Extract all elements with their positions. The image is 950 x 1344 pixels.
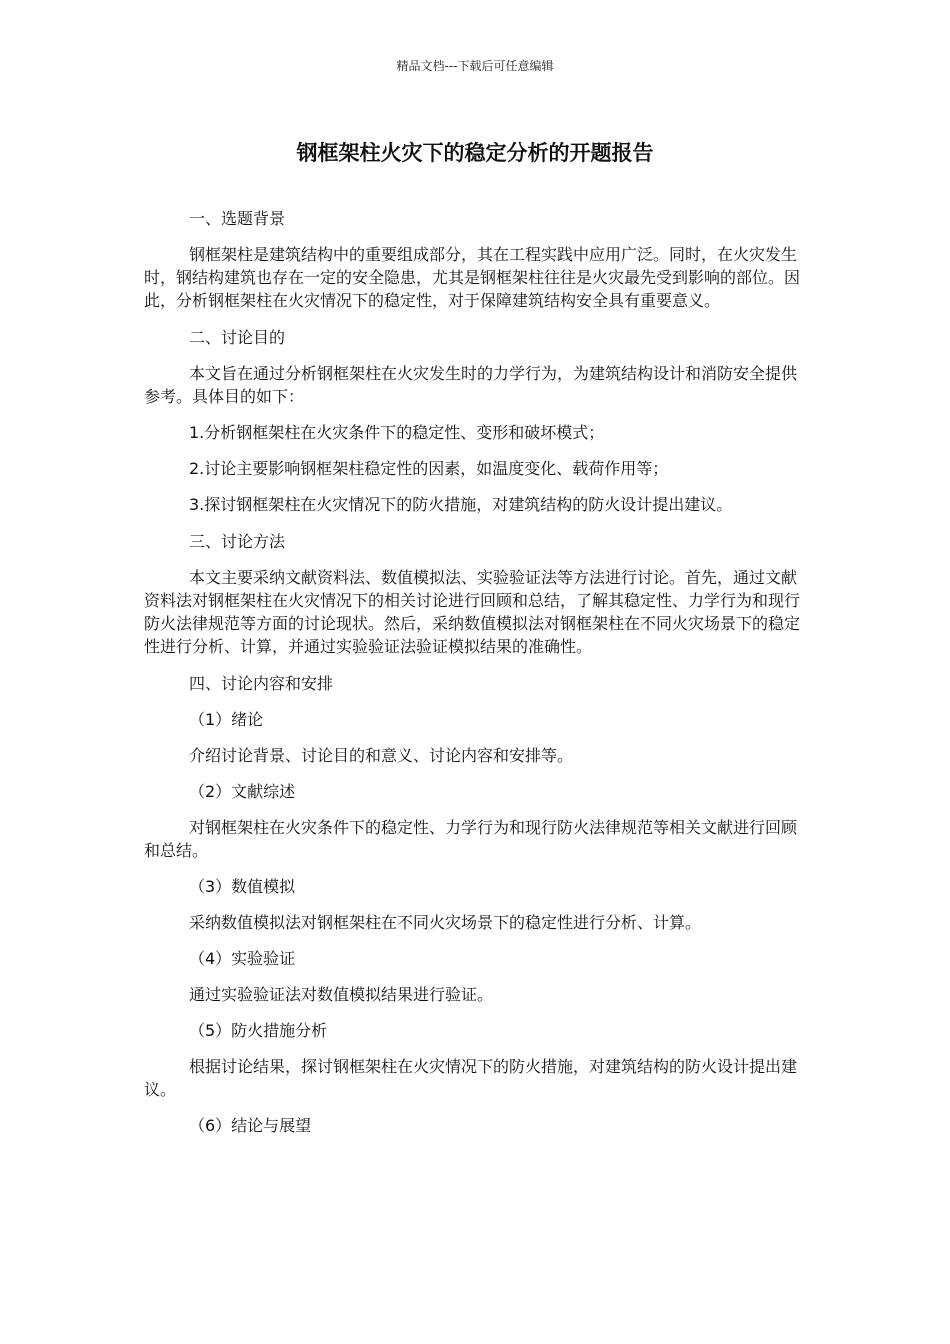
subsection-text: 通过实验验证法对数值模拟结果进行验证。 [189, 985, 494, 1004]
list-item: 2.讨论主要影响钢框架柱稳定性的因素，如温度变化、载荷作用等； [189, 459, 669, 478]
list-item: 1.分析钢框架柱在火灾条件下的稳定性、变形和破坏模式； [189, 423, 605, 442]
section-heading-purpose: 二、讨论目的 [189, 328, 286, 347]
paragraph-background: 钢框架柱是建筑结构中的重要组成部分，其在工程实践中应用广泛。同时，在火灾发生时，钢结构建筑也存在一定的安全隐患，尤其是钢框架柱往往是火灾最先受到影响的部位。因此，分析钢框架柱在火灾情况下的稳定性，对于保障建筑结构安全具有重要意义。 [144, 245, 801, 310]
subsection-text: 根据讨论结果，探讨钢框架柱在火灾情况下的防火措施，对建筑结构的防火设计提出建议。 [144, 1057, 798, 1099]
subsection-label: （2）文献综述 [189, 782, 296, 801]
list-item: 3.探讨钢框架柱在火灾情况下的防火措施，对建筑结构的防火设计提出建议。 [189, 495, 733, 514]
section-heading-background: 一、选题背景 [189, 209, 286, 228]
subsection-text: 介绍讨论背景、讨论目的和意义、讨论内容和安排等。 [189, 746, 574, 765]
paragraph-methods: 本文主要采纳文献资料法、数值模拟法、实验验证法等方法进行讨论。首先，通过文献资料法对钢框架柱在火灾情况下的相关讨论进行回顾和总结，了解其稳定性、力学行为和现行防火法律规范等方面的讨论现状。然后，采纳数值模拟法对钢框架柱在不同火灾场景下的稳定性进行分析、计算，并通过实验验证法验证模拟结果的准确性。 [144, 568, 801, 656]
section-heading-content: 四、讨论内容和安排 [189, 674, 334, 693]
paragraph-purpose: 本文旨在通过分析钢框架柱在火灾发生时的力学行为，为建筑结构设计和消防安全提供参考。具体目的如下： [144, 364, 798, 406]
subsection-label: （3）数值模拟 [189, 877, 296, 896]
subsection-label: （5）防火措施分析 [189, 1021, 328, 1040]
document-title: 钢框架柱火灾下的稳定分析的开题报告 [296, 141, 654, 165]
subsection-text: 采纳数值模拟法对钢框架柱在不同火灾场景下的稳定性进行分析、计算。 [189, 913, 702, 932]
page-header: 精品文档---下载后可任意编辑 [396, 59, 554, 73]
subsection-text: 对钢框架柱在火灾条件下的稳定性、力学行为和现行防火法律规范等相关文献进行回顾和总结。 [144, 818, 798, 860]
section-heading-methods: 三、讨论方法 [189, 532, 286, 551]
subsection-label: （1）绪论 [189, 710, 264, 729]
subsection-label: （6）结论与展望 [189, 1116, 312, 1135]
subsection-label: （4）实验验证 [189, 949, 296, 968]
document-body [144, 207, 806, 1137]
